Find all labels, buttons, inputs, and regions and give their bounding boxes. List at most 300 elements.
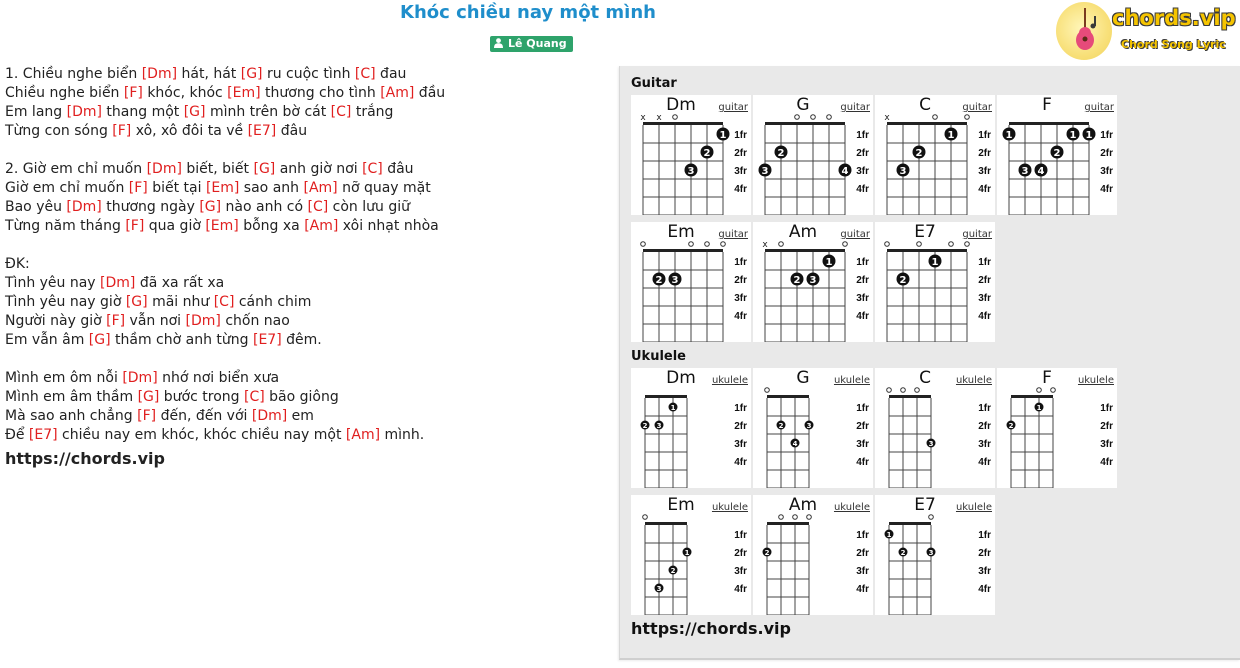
chord-name: Dm [666,368,696,388]
lyric-line [5,407,605,426]
finger-number: 1 [931,257,939,268]
open-string-marker [779,242,784,247]
chord-link[interactable]: [Em] [205,180,240,196]
chord-panel [619,66,1240,660]
finger-number: 2 [793,275,801,286]
lyric-text: 2. Giờ em chỉ muốn [5,161,147,177]
open-string-marker [949,242,954,247]
open-string-marker [1051,388,1056,393]
lyric-line [5,198,605,217]
fret-label: 2fr [978,421,991,432]
lyric-text: vẫn nơi [125,313,186,329]
fret-label: 3fr [1100,166,1113,177]
fret-label: 3fr [856,566,869,577]
lyric-text: anh giờ nơi [275,161,363,177]
chord-name: Em [667,222,695,242]
fret-label: 4fr [856,184,869,195]
lyric-text: 1. Chiều nghe biển [5,66,142,82]
fret-label: 3fr [978,566,991,577]
lyric-text: Từng con sóng [5,123,113,139]
fret-label: 2fr [1100,148,1113,159]
fret-label: 2fr [978,148,991,159]
fret-label: 4fr [734,584,747,595]
lyric-line [5,160,605,179]
logo-tagline: Chord Song Lyric [1121,38,1226,51]
finger-number: 1 [1005,130,1013,141]
lyric-text: nỡ quay mặt [337,180,431,196]
fret-label: 3fr [856,166,869,177]
lyric-line [5,103,605,122]
fret-label: 1fr [734,130,747,141]
chord-type-link[interactable]: ukulele [833,502,870,513]
chord-link[interactable]: [F] [123,85,143,101]
fret-label: 4fr [1100,457,1113,468]
open-string-marker [793,515,798,520]
chord-link[interactable]: [G] [88,332,111,348]
lyric-line [5,217,605,236]
finger-number: 2 [703,148,711,159]
open-string-marker [843,242,848,247]
chord-type-link[interactable]: ukulele [711,375,748,386]
lyric-text: ĐK: [5,256,30,272]
guitar-logo-icon [1056,2,1112,60]
chord-link[interactable]: [F] [137,408,157,424]
chord-link[interactable]: [G] [137,389,160,405]
chord-name: G [796,95,810,115]
chord-type-link[interactable]: guitar [718,229,748,240]
muted-string-marker: x [884,113,890,123]
lyric-text: nào anh có [221,199,308,215]
finger-number: 1 [1085,130,1093,141]
chord-name: F [1042,95,1052,115]
chord-nut [887,249,967,252]
fret-label: 3fr [978,439,991,450]
chord-type-link[interactable]: guitar [840,229,870,240]
lyric-text: biết, biết [181,161,254,177]
chord-link[interactable]: [Em] [205,218,239,234]
lyric-line [5,141,605,160]
chord-type-link[interactable]: ukulele [1077,375,1114,386]
chord-link[interactable]: [E7] [247,123,277,139]
lyric-text: Em lang [5,104,67,120]
finger-number: 3 [928,440,934,448]
muted-string-marker: x [656,113,662,123]
lyric-text: Người này giờ [5,313,107,329]
guitar-chord-card[interactable] [631,95,751,215]
fret-label: 3fr [978,166,991,177]
lyric-text: đâu [382,161,414,177]
fret-label: 1fr [978,530,991,541]
chord-link[interactable]: [F] [128,180,148,196]
lyric-text: xô, xô đôi ta về [131,123,248,139]
chord-type-link[interactable]: ukulele [711,502,748,513]
fret-label: 2fr [734,148,747,159]
lyric-text: Mình em âm thầm [5,389,138,405]
chord-nut [887,122,967,125]
chord-name: G [796,368,810,388]
fret-label: 2fr [856,548,869,559]
fret-label: 4fr [856,457,869,468]
finger-number: 4 [1037,166,1045,177]
lyrics-block [5,65,605,468]
lyric-text: qua giờ [144,218,206,234]
author-name: Lê Quang [508,37,567,50]
open-string-marker [887,388,892,393]
finger-number: 3 [656,585,662,593]
chord-link[interactable]: [G] [199,199,222,215]
lyric-text: Tình yêu nay giờ [5,294,126,310]
finger-number: 4 [792,440,798,448]
lyric-line [5,255,605,274]
open-string-marker [929,515,934,520]
muted-string-marker: x [640,113,646,123]
chord-link[interactable]: [Dm] [66,104,102,120]
chord-nut [765,122,845,125]
lyric-text: Mình em ôm nỗi [5,370,123,386]
fret-label: 3fr [734,293,747,304]
chord-link[interactable]: [G] [240,66,263,82]
user-icon [494,38,503,48]
ukulele-chord-card[interactable] [753,495,873,615]
fret-label: 4fr [734,184,747,195]
chord-link[interactable]: [Am] [304,218,339,234]
lyric-text: bước trong [159,389,244,405]
open-string-marker [795,115,800,120]
lyric-text: em [287,408,314,424]
fret-label: 4fr [978,584,991,595]
chord-nut [765,249,845,252]
lyric-text: khóc, khóc [142,85,228,101]
chord-name: F [1042,368,1052,388]
fret-label: 2fr [1100,421,1113,432]
lyric-line [5,236,605,255]
open-string-marker [811,115,816,120]
chord-link[interactable]: [C] [243,389,265,405]
fret-label: 3fr [734,566,747,577]
open-string-marker [641,242,646,247]
chord-link[interactable]: [C] [213,294,235,310]
panel-site-link[interactable]: https://chords.vip [631,619,791,638]
chord-link[interactable]: [C] [354,66,376,82]
chord-type-link[interactable]: guitar [1084,102,1114,113]
lyric-text: đâu [276,123,308,139]
finger-number: 2 [900,549,906,557]
fret-label: 2fr [856,148,869,159]
lyric-text: ru cuộc tình [262,66,355,82]
guitar-chord-card[interactable] [997,95,1117,215]
lyric-text: còn lưu giữ [328,199,410,215]
chord-link[interactable]: [Dm] [251,408,288,424]
site-link[interactable]: https://chords.vip [5,449,165,468]
fret-label: 1fr [978,130,991,141]
fret-label: 2fr [978,275,991,286]
guitar-section-title: Guitar [631,76,677,91]
chord-link[interactable]: [G] [253,161,276,177]
chord-nut [645,522,687,525]
chord-link[interactable]: [C] [307,199,329,215]
finger-number: 2 [764,549,770,557]
lyric-line [5,179,605,198]
finger-number: 3 [761,166,769,177]
open-string-marker [765,388,770,393]
lyric-text: bỗng xa [238,218,305,234]
chord-name: C [919,368,931,388]
finger-number: 2 [670,567,676,575]
chord-link[interactable]: [Am] [380,85,415,101]
lyric-text: biết tại [147,180,206,196]
finger-number: 3 [928,549,934,557]
open-string-marker [933,115,938,120]
ukulele-chord-card[interactable] [753,368,873,488]
lyric-line [5,388,605,407]
lyric-text: hát, hát [177,66,241,82]
fret-label: 4fr [856,584,869,595]
open-string-marker [779,515,784,520]
chord-link[interactable]: [Dm] [66,199,102,215]
chord-link[interactable]: [E7] [253,332,282,348]
open-string-marker [827,115,832,120]
chord-nut [767,395,809,398]
chord-name: E7 [914,495,936,515]
lyric-text: Tình yêu nay [5,275,101,291]
finger-number: 2 [642,422,648,430]
ukulele-chord-card[interactable] [875,368,995,488]
fret-label: 1fr [1100,130,1113,141]
chord-link[interactable]: [E7] [28,427,58,443]
guitar-chord-card[interactable] [753,95,873,215]
lyric-text: chốn nao [220,313,290,329]
finger-number: 2 [655,275,663,286]
fret-label: 4fr [978,457,991,468]
lyric-text: thang một [101,104,184,120]
finger-number: 1 [1036,404,1042,412]
fret-label: 3fr [734,439,747,450]
chord-link[interactable]: [Dm] [141,66,178,82]
chord-type-link[interactable]: ukulele [833,375,870,386]
fret-label: 1fr [856,530,869,541]
chord-link[interactable]: [Dm] [122,370,158,386]
fret-label: 3fr [856,439,869,450]
author-badge[interactable] [490,36,573,52]
fret-label: 2fr [734,275,747,286]
chord-link[interactable]: [G] [125,294,148,310]
finger-number: 2 [899,275,907,286]
chord-link[interactable]: [C] [362,161,383,177]
chord-type-link[interactable]: guitar [962,102,992,113]
open-string-marker [965,242,970,247]
finger-number: 1 [670,404,676,412]
finger-number: 3 [1021,166,1029,177]
fret-label: 1fr [856,130,869,141]
chord-name: C [919,95,931,115]
chord-link[interactable]: [Am] [345,427,381,443]
fret-label: 3fr [856,293,869,304]
fret-label: 2fr [734,548,747,559]
lyric-text: Giờ em chỉ muốn [5,180,129,196]
lyric-line [5,274,605,293]
open-string-marker [673,115,678,120]
fret-label: 4fr [1100,184,1113,195]
finger-number: 3 [809,275,817,286]
finger-number: 1 [719,130,727,141]
open-string-marker [885,242,890,247]
lyric-line [5,122,605,141]
chord-nut [889,395,931,398]
chord-link[interactable]: [F] [106,313,126,329]
chord-link[interactable]: [F] [112,123,132,139]
lyric-text: Em vẫn âm [5,332,89,348]
lyric-text: mãi như [147,294,214,310]
guitar-chord-card[interactable] [875,95,995,215]
ukulele-chord-card[interactable] [875,495,995,615]
ukulele-chord-card[interactable] [631,368,751,488]
finger-number: 1 [1069,130,1077,141]
lyric-text: đã xa rất xa [135,275,225,291]
finger-number: 3 [899,166,907,177]
fret-label: 2fr [978,548,991,559]
lyric-text: Để [5,427,29,443]
lyric-line [5,426,605,445]
finger-number: 1 [947,130,955,141]
lyric-text: Từng năm tháng [5,218,126,234]
open-string-marker [1037,388,1042,393]
lyric-text: đến, đến với [156,408,252,424]
chord-nut [643,122,723,125]
finger-number: 3 [806,422,812,430]
lyric-text: cánh chim [234,294,312,310]
lyric-line [5,293,605,312]
lyric-text: bão giông [264,389,339,405]
finger-number: 1 [886,531,892,539]
chord-nut [643,249,723,252]
fret-label: 2fr [856,275,869,286]
chord-nut [645,395,687,398]
lyric-text: nhớ nơi biển xưa [157,370,280,386]
chord-type-link[interactable]: guitar [962,229,992,240]
open-string-marker [705,242,710,247]
chord-name: Em [667,495,695,515]
finger-number: 3 [656,422,662,430]
fret-label: 1fr [734,403,747,414]
lyric-text: Mà sao anh chẳng [5,408,138,424]
open-string-marker [689,242,694,247]
lyric-line [5,312,605,331]
ukulele-chord-card[interactable] [997,368,1117,488]
lyric-line [5,65,605,84]
chord-link[interactable]: [G] [183,104,206,120]
fret-label: 4fr [734,311,747,322]
chord-nut [1011,395,1053,398]
site-logo[interactable] [1054,2,1240,62]
guitar-chord-card[interactable] [875,222,995,342]
fret-label: 2fr [734,421,747,432]
chord-name: Am [788,495,818,515]
muted-string-marker: x [762,240,768,250]
ukulele-chord-card[interactable] [631,495,751,615]
lyric-text: Bao yêu [5,199,67,215]
open-string-marker [915,388,920,393]
lyric-text: trắng [351,104,394,120]
finger-number: 1 [684,549,690,557]
chord-link[interactable]: [Em] [227,85,261,101]
chord-nut [1009,122,1089,125]
lyric-text: sao anh [239,180,304,196]
finger-number: 1 [825,257,833,268]
chord-link[interactable]: [C] [330,104,352,120]
finger-number: 2 [777,148,785,159]
fret-label: 1fr [978,403,991,414]
chord-nut [767,522,809,525]
song-title: Khóc chiều nay một mình [400,2,656,23]
finger-number: 3 [671,275,679,286]
fret-label: 1fr [734,257,747,268]
ukulele-section-title: Ukulele [631,349,687,364]
open-string-marker [917,242,922,247]
guitar-chord-card[interactable] [631,222,751,342]
fret-label: 3fr [978,293,991,304]
logo-text: chords.vip [1112,6,1236,30]
chord-name: Am [788,222,818,242]
fret-label: 2fr [856,421,869,432]
finger-number: 3 [687,166,695,177]
chord-link[interactable]: [Dm] [146,161,182,177]
fret-label: 4fr [978,311,991,322]
chord-name: Dm [666,95,696,115]
finger-number: 2 [778,422,784,430]
chord-type-link[interactable]: ukulele [955,502,992,513]
chord-nut [889,522,931,525]
lyric-text: chiều nay em khóc, khóc chiều nay một [57,427,346,443]
chord-type-link[interactable]: guitar [840,102,870,113]
lyric-text: thầm chờ anh từng [110,332,253,348]
fret-label: 1fr [1100,403,1113,414]
chord-link[interactable]: [Dm] [185,313,221,329]
lyric-text: mình trên bờ cát [205,104,331,120]
lyric-text: mình. [380,427,425,443]
lyric-line [5,369,605,388]
fret-label: 4fr [978,184,991,195]
chord-link[interactable]: [Am] [303,180,338,196]
chord-type-link[interactable]: guitar [718,102,748,113]
open-string-marker [643,515,648,520]
lyric-text: đau [375,66,407,82]
fret-label: 1fr [856,257,869,268]
lyric-text: đầu [414,85,446,101]
fret-label: 1fr [978,257,991,268]
finger-number: 4 [841,166,849,177]
lyric-line [5,84,605,103]
open-string-marker [721,242,726,247]
chord-type-link[interactable]: ukulele [955,375,992,386]
lyric-line [5,350,605,369]
chord-link[interactable]: [Dm] [100,275,136,291]
fret-label: 1fr [734,530,747,541]
lyric-line [5,331,605,350]
chord-link[interactable]: [F] [125,218,145,234]
fret-label: 4fr [856,311,869,322]
fret-label: 1fr [856,403,869,414]
finger-number: 2 [915,148,923,159]
finger-number: 2 [1053,148,1061,159]
lyric-text: Chiều nghe biển [5,85,124,101]
lyric-text: thương cho tình [260,85,381,101]
fret-label: 3fr [1100,439,1113,450]
fret-label: 4fr [734,457,747,468]
guitar-chord-card[interactable] [753,222,873,342]
finger-number: 2 [1008,422,1014,430]
fret-label: 3fr [734,166,747,177]
lyric-text: đêm. [281,332,322,348]
